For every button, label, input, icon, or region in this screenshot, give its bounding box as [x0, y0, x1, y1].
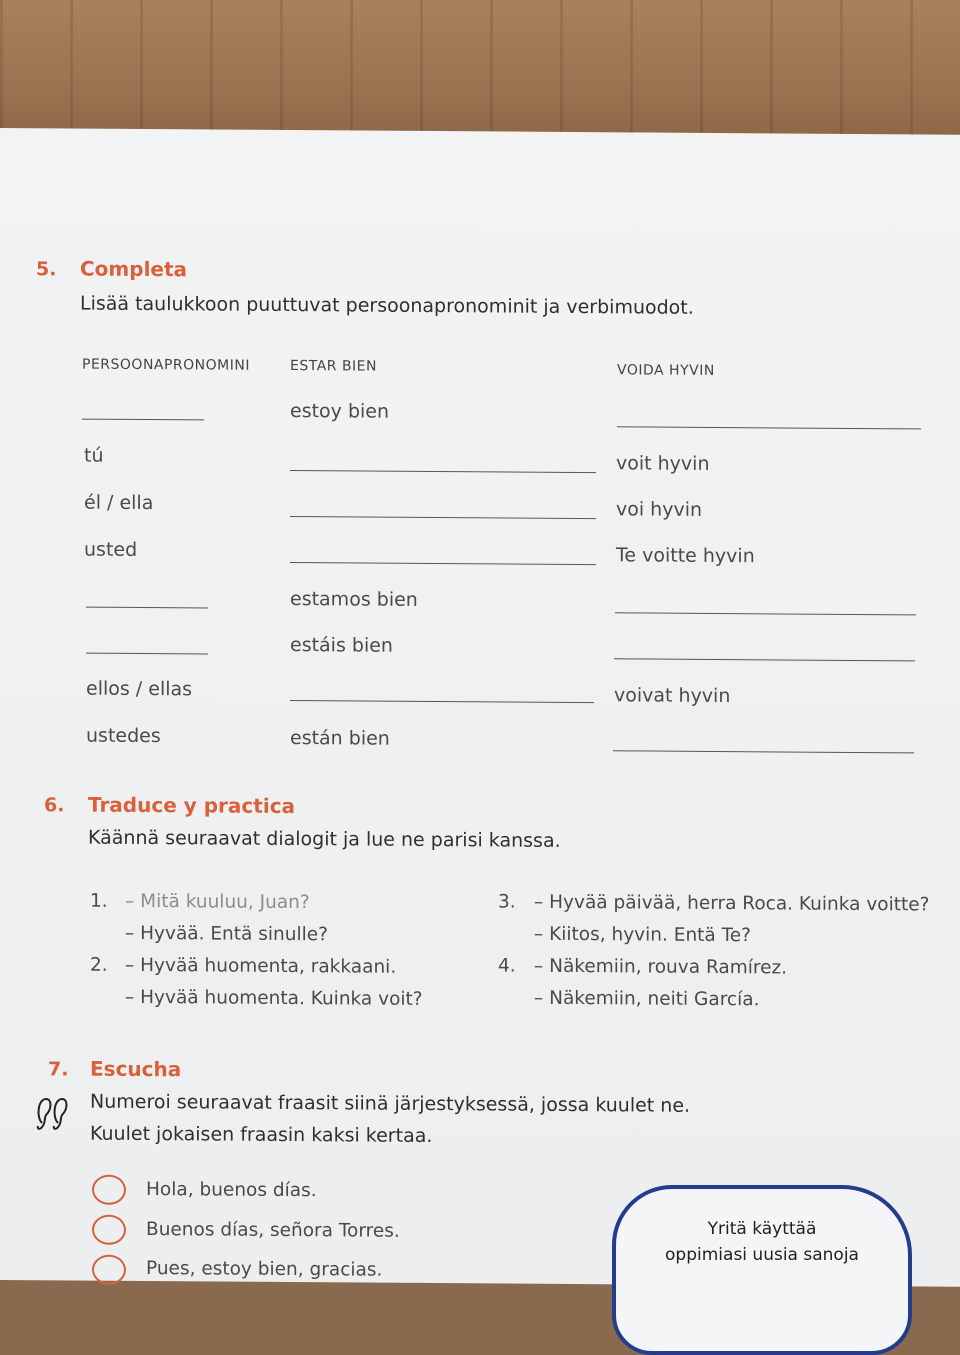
phrase-item: Buenos días, señora Torres. — [146, 1219, 400, 1242]
blank-voida-1[interactable] — [617, 426, 921, 429]
table-cell: él / ella — [84, 491, 154, 515]
tip-line-1: Yritä käyttää — [707, 1219, 817, 1239]
dialog-number: 1. — [90, 890, 108, 912]
blank-pronoun-5[interactable] — [86, 607, 208, 609]
dialog-line: – Hyvää. Entä sinulle? — [125, 922, 328, 946]
dialog-line: – Näkemiin, neiti García. — [534, 987, 760, 1011]
blank-estar-4[interactable] — [290, 562, 596, 565]
answer-circle[interactable] — [92, 1215, 126, 1245]
blank-estar-2[interactable] — [290, 470, 596, 473]
blank-voida-5[interactable] — [615, 612, 916, 615]
tip-bubble — [612, 1185, 912, 1355]
dialog-number: 2. — [90, 954, 108, 976]
table-cell: voit hyvin — [616, 452, 710, 475]
ex7-number: 7. — [48, 1058, 69, 1081]
blank-voida-6[interactable] — [614, 658, 915, 661]
col-header-pronoun: PERSOONAPRONOMINI — [82, 356, 250, 374]
table-cell: voi hyvin — [616, 498, 703, 521]
table-cell: voivat hyvin — [614, 684, 731, 708]
table-cell: estoy bien — [290, 400, 390, 423]
ex7-title: Escucha — [90, 1056, 182, 1082]
ex5-number: 5. — [36, 258, 57, 281]
ex5-title: Completa — [80, 256, 188, 282]
table-cell: Te voitte hyvin — [616, 544, 755, 568]
ex6-number: 6. — [44, 794, 65, 817]
dialog-number: 3. — [498, 891, 516, 913]
workbook-page — [0, 128, 960, 1287]
dialog-number: 4. — [498, 955, 516, 977]
ex7-instruction-1: Numeroi seuraavat fraasit siinä järjestyksessä, jossa kuulet ne. — [90, 1090, 691, 1117]
blank-pronoun-6[interactable] — [86, 653, 208, 655]
dialog-line: – Hyvää huomenta. Kuinka voit? — [125, 986, 423, 1010]
col-header-voida: VOIDA HYVIN — [617, 362, 715, 379]
table-cell: están bien — [290, 727, 390, 750]
phrase-item: Hola, buenos días. — [146, 1179, 317, 1202]
dialog-line: – Hyvää päivää, herra Roca. Kuinka voitte? — [534, 891, 930, 916]
table-cell: estáis bien — [290, 634, 393, 657]
table-cell: tú — [84, 444, 104, 467]
table-cell: estamos bien — [290, 588, 418, 611]
answer-circle[interactable] — [92, 1175, 126, 1205]
blank-estar-7[interactable] — [290, 700, 594, 703]
blank-pronoun-1[interactable] — [82, 419, 204, 421]
ex6-title: Traduce y practica — [88, 792, 296, 819]
table-cell: ellos / ellas — [86, 677, 193, 701]
dialog-line: – Näkemiin, rouva Ramírez. — [534, 955, 788, 979]
dialog-line: – Kiitos, hyvin. Entä Te? — [534, 923, 752, 947]
answer-circle[interactable] — [92, 1255, 126, 1285]
tip-line-2: oppimiasi uusia sanoja — [665, 1245, 859, 1265]
ex6-instruction: Käännä seuraavat dialogit ja lue ne parisi kanssa. — [88, 826, 561, 852]
phrase-item: Pues, estoy bien, gracias. — [146, 1258, 383, 1281]
wooden-table-background — [0, 0, 960, 140]
ex7-instruction-2: Kuulet jokaisen fraasin kaksi kertaa. — [90, 1122, 433, 1148]
table-cell: usted — [84, 538, 138, 561]
dialog-line: – Hyvää huomenta, rakkaani. — [125, 954, 397, 978]
ex5-instruction: Lisää taulukkoon puuttuvat persoonapronominit ja verbimuodot. — [80, 292, 694, 319]
col-header-estar: ESTAR BIEN — [290, 358, 378, 375]
dialog-line: – Mitä kuuluu, Juan? — [125, 890, 310, 914]
table-cell: ustedes — [86, 724, 161, 748]
audio-icon[interactable] — [34, 1093, 70, 1137]
blank-estar-3[interactable] — [290, 516, 596, 519]
blank-voida-8[interactable] — [613, 750, 914, 753]
